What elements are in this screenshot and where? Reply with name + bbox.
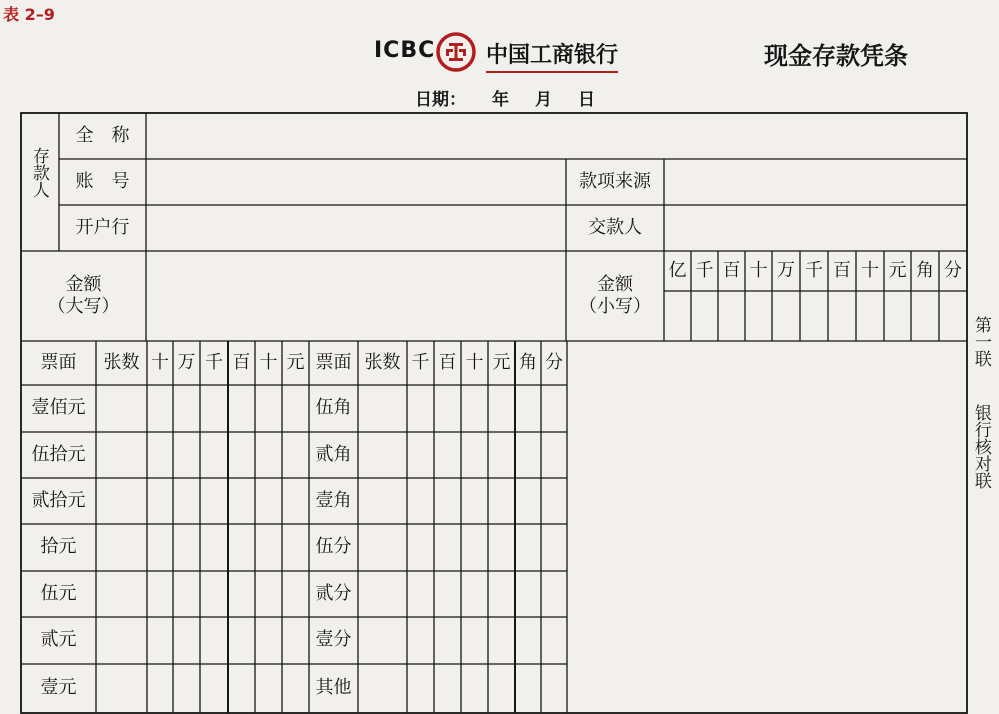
denomination-entry-cell[interactable] — [200, 524, 228, 571]
denomination-entry-cell[interactable] — [96, 478, 147, 524]
denomination-entry-cell[interactable] — [488, 432, 515, 478]
denomination-header: 张数 — [364, 351, 401, 373]
denomination-entry-cell[interactable] — [358, 432, 407, 478]
denomination-entry-cell[interactable] — [488, 524, 515, 571]
denomination-entry-cell[interactable] — [147, 478, 173, 524]
denomination-entry-cell[interactable] — [461, 617, 488, 664]
copy-number: 第一联 — [970, 316, 991, 367]
denomination-entry-cell[interactable] — [488, 385, 515, 432]
digit-header: 亿 — [668, 259, 687, 281]
denomination-entry-cell[interactable] — [515, 571, 541, 617]
denomination-entry-cell[interactable] — [228, 385, 255, 432]
account-field[interactable] — [148, 161, 564, 203]
denomination-entry-cell[interactable] — [358, 617, 407, 664]
denomination-entry-cell[interactable] — [358, 385, 407, 432]
denomination-entry-cell[interactable] — [434, 571, 461, 617]
denomination-entry-cell[interactable] — [407, 385, 434, 432]
denomination-label: 壹角 — [315, 489, 352, 511]
denomination-entry-cell[interactable] — [515, 617, 541, 664]
denomination-entry-cell[interactable] — [515, 478, 541, 524]
denomination-entry-cell[interactable] — [282, 664, 309, 713]
denomination-entry-cell[interactable] — [461, 524, 488, 571]
denomination-entry-cell[interactable] — [96, 385, 147, 432]
denomination-entry-cell[interactable] — [255, 478, 282, 524]
denomination-entry-cell[interactable] — [434, 478, 461, 524]
denomination-entry-cell[interactable] — [515, 385, 541, 432]
amount-words-sub: （大写） — [47, 296, 120, 317]
amount-digit-field[interactable] — [718, 291, 745, 341]
date-year: 年 — [492, 90, 509, 110]
amount-digit-field[interactable] — [856, 291, 884, 341]
denomination-entry-cell[interactable] — [407, 617, 434, 664]
denomination-entry-cell[interactable] — [461, 385, 488, 432]
bank-label: 开户行 — [75, 216, 130, 238]
denomination-entry-cell[interactable] — [173, 571, 200, 617]
date-label: 日期： — [415, 90, 466, 110]
denomination-label: 伍角 — [315, 397, 352, 419]
denomination-entry-cell[interactable] — [488, 478, 515, 524]
denomination-entry-cell[interactable] — [200, 617, 228, 664]
denomination-entry-cell[interactable] — [541, 478, 567, 524]
denomination-entry-cell[interactable] — [282, 385, 309, 432]
amount-digit-field[interactable] — [800, 291, 828, 341]
denomination-header: 十 — [151, 351, 169, 373]
amount-digit-field[interactable] — [884, 291, 911, 341]
denomination-entry-cell[interactable] — [488, 617, 515, 664]
amount-figures-label: 金额 — [597, 273, 633, 295]
denomination-header: 十 — [259, 351, 278, 373]
denomination-entry-cell[interactable] — [434, 664, 461, 713]
denomination-label: 伍拾元 — [31, 443, 86, 465]
denomination-entry-cell[interactable] — [461, 478, 488, 524]
amount-digit-field[interactable] — [664, 291, 691, 341]
digit-header: 角 — [916, 259, 934, 281]
denomination-entry-cell[interactable] — [407, 524, 434, 571]
denomination-header: 票面 — [315, 351, 352, 373]
denomination-entry-cell[interactable] — [461, 432, 488, 478]
denomination-entry-cell[interactable] — [173, 432, 200, 478]
amount-words-label: 金额 — [65, 273, 102, 295]
denomination-label: 贰角 — [315, 443, 352, 465]
digit-header: 十 — [749, 259, 768, 281]
date-day: 日 — [578, 90, 595, 110]
denomination-entry-cell[interactable] — [434, 524, 461, 571]
denomination-entry-cell[interactable] — [147, 664, 173, 713]
denomination-entry-cell[interactable] — [282, 617, 309, 664]
denomination-entry-cell[interactable] — [541, 385, 567, 432]
amount-figures-sub: （小写） — [579, 296, 651, 317]
denomination-label: 伍分 — [315, 536, 352, 558]
denomination-entry-cell[interactable] — [407, 478, 434, 524]
denomination-header: 百 — [438, 351, 457, 373]
amount-digit-field[interactable] — [828, 291, 856, 341]
source-field[interactable] — [666, 161, 965, 203]
denomination-entry-cell[interactable] — [541, 571, 567, 617]
account-label: 账 号 — [75, 170, 130, 192]
denomination-header: 分 — [545, 351, 563, 373]
denomination-entry-cell[interactable] — [96, 617, 147, 664]
denomination-entry-cell[interactable] — [255, 432, 282, 478]
table-number: 表 2–9 — [3, 5, 55, 24]
denomination-entry-cell[interactable] — [228, 664, 255, 713]
denomination-entry-cell[interactable] — [173, 385, 200, 432]
denomination-label: 贰分 — [315, 582, 352, 604]
denomination-entry-cell[interactable] — [282, 432, 309, 478]
denomination-header: 十 — [465, 351, 484, 373]
denomination-entry-cell[interactable] — [461, 571, 488, 617]
denomination-entry-cell[interactable] — [228, 571, 255, 617]
denomination-entry-cell[interactable] — [147, 432, 173, 478]
denomination-entry-cell[interactable] — [358, 571, 407, 617]
denomination-entry-cell[interactable] — [358, 478, 407, 524]
denomination-entry-cell[interactable] — [147, 524, 173, 571]
amount-digit-field[interactable] — [772, 291, 800, 341]
denomination-entry-cell[interactable] — [541, 432, 567, 478]
full-name-field[interactable] — [148, 115, 965, 157]
payer-label: 交款人 — [588, 216, 642, 238]
denomination-entry-cell[interactable] — [358, 664, 407, 713]
denomination-entry-cell[interactable] — [541, 524, 567, 571]
amount-digit-field[interactable] — [745, 291, 772, 341]
amount-words-field[interactable] — [148, 253, 564, 339]
denomination-entry-cell[interactable] — [358, 524, 407, 571]
denomination-entry-cell[interactable] — [147, 385, 173, 432]
denomination-entry-cell[interactable] — [200, 478, 228, 524]
denomination-entry-cell[interactable] — [228, 478, 255, 524]
payer-field[interactable] — [666, 207, 965, 249]
denomination-header: 千 — [205, 351, 223, 373]
denomination-entry-cell[interactable] — [434, 432, 461, 478]
denomination-label: 壹元 — [40, 677, 77, 699]
denomination-entry-cell[interactable] — [255, 524, 282, 571]
denomination-entry-cell[interactable] — [488, 571, 515, 617]
denomination-header: 元 — [492, 351, 511, 373]
digit-header: 百 — [833, 259, 851, 281]
denomination-entry-cell[interactable] — [96, 571, 147, 617]
copy-name: 银行核对联 — [970, 404, 991, 489]
digit-header: 元 — [888, 259, 907, 281]
denomination-header: 角 — [519, 351, 537, 373]
denomination-entry-cell[interactable] — [173, 524, 200, 571]
denomination-label: 壹佰元 — [31, 397, 86, 419]
denomination-entry-cell[interactable] — [282, 524, 309, 571]
denomination-label: 其他 — [315, 677, 352, 699]
denomination-entry-cell[interactable] — [407, 571, 434, 617]
denomination-entry-cell[interactable] — [228, 432, 255, 478]
denomination-header: 元 — [286, 351, 305, 373]
denomination-entry-cell[interactable] — [461, 664, 488, 713]
bank-field[interactable] — [148, 207, 564, 249]
denomination-entry-cell[interactable] — [282, 478, 309, 524]
denomination-entry-cell[interactable] — [147, 617, 173, 664]
amount-figures-label-group — [566, 251, 664, 341]
denomination-entry-cell[interactable] — [200, 385, 228, 432]
digit-header: 万 — [777, 259, 795, 281]
denomination-entry-cell[interactable] — [434, 385, 461, 432]
denomination-header: 百 — [232, 351, 251, 373]
denomination-entry-cell[interactable] — [96, 432, 147, 478]
denomination-entry-cell[interactable] — [434, 617, 461, 664]
denomination-entry-cell[interactable] — [515, 664, 541, 713]
denomination-entry-cell[interactable] — [173, 478, 200, 524]
denomination-entry-cell[interactable] — [200, 571, 228, 617]
digit-header: 千 — [695, 259, 714, 281]
full-name-label: 全 称 — [75, 124, 130, 146]
denomination-entry-cell[interactable] — [173, 617, 200, 664]
denomination-header: 万 — [177, 351, 196, 373]
digit-header: 分 — [944, 259, 962, 281]
denomination-entry-cell[interactable] — [541, 617, 567, 664]
denomination-entry-cell[interactable] — [255, 664, 282, 713]
denomination-entry-cell[interactable] — [200, 432, 228, 478]
denomination-entry-cell[interactable] — [96, 524, 147, 571]
denomination-header: 张数 — [103, 351, 140, 373]
denomination-entry-cell[interactable] — [515, 524, 541, 571]
denomination-entry-cell[interactable] — [228, 617, 255, 664]
bank-name: 中国工商银行 — [486, 38, 618, 73]
denomination-entry-cell[interactable] — [255, 571, 282, 617]
denomination-entry-cell[interactable] — [541, 664, 567, 713]
denomination-entry-cell[interactable] — [228, 524, 255, 571]
denomination-entry-cell[interactable] — [515, 432, 541, 478]
depositor-group-label: 存款人 — [28, 147, 49, 198]
document-title: 现金存款凭条 — [764, 42, 908, 70]
denomination-entry-cell[interactable] — [147, 571, 173, 617]
denomination-label: 伍元 — [40, 582, 77, 604]
denomination-label: 壹分 — [315, 629, 352, 651]
denomination-entry-cell[interactable] — [407, 664, 434, 713]
amount-words-label-group — [21, 251, 146, 341]
denomination-entry-cell[interactable] — [255, 617, 282, 664]
denomination-entry-cell[interactable] — [200, 664, 228, 713]
digit-header: 千 — [805, 259, 823, 281]
denomination-label: 拾元 — [40, 536, 77, 558]
denomination-header: 千 — [411, 351, 430, 373]
digit-header: 百 — [722, 259, 741, 281]
denomination-entry-cell[interactable] — [488, 664, 515, 713]
amount-digit-field[interactable] — [911, 291, 939, 341]
denomination-entry-cell[interactable] — [96, 664, 147, 713]
denomination-entry-cell[interactable] — [255, 385, 282, 432]
bank-logo-text: ICBC — [374, 38, 436, 63]
date-month: 月 — [535, 90, 552, 110]
denomination-entry-cell[interactable] — [173, 664, 200, 713]
denomination-label: 贰元 — [40, 629, 77, 651]
digit-header: 十 — [861, 259, 879, 281]
denomination-label: 贰拾元 — [31, 489, 86, 511]
denomination-entry-cell[interactable] — [282, 571, 309, 617]
denomination-header: 票面 — [40, 351, 77, 373]
amount-digit-field[interactable] — [939, 291, 967, 341]
amount-digit-field[interactable] — [691, 291, 718, 341]
source-label: 款项来源 — [579, 170, 651, 192]
denomination-entry-cell[interactable] — [407, 432, 434, 478]
